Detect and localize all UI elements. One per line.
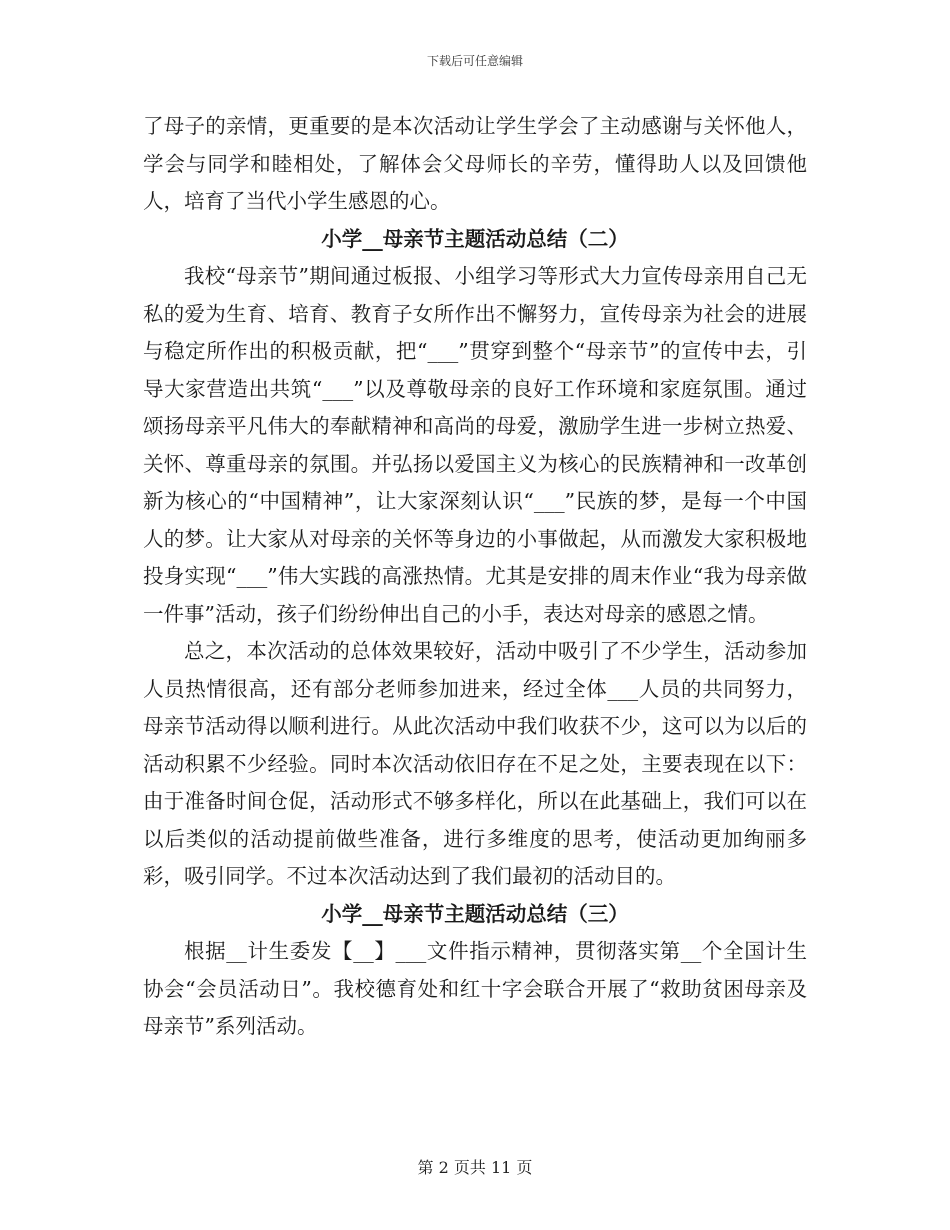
page-number: 第 2 页共 11 页 (417, 1158, 533, 1177)
section-heading: 小学__母亲节主题活动总结（二） (321, 226, 629, 251)
header-note: 下载后可任意编辑 (426, 54, 523, 68)
paragraph: 我校“母亲节”期间通过板报、小组学习等形式大力宣传母亲用自己无私的爱为生育、培育、教育子女所作出不懈努力，宣传母亲为社会的进展与稳定所作出的积极贡献，把“___”贯穿到整个“母亲节”的宣传中去，引导大家营造出共筑“___”以及尊敬母亲的良好工作环境和家庭氛围。通过颂扬母亲平凡伟大的奉献精神和高尚的母爱，激励学生进一步树立热爱、关怀、尊重母亲的氛围。并弘扬以爱国主义为核心的民族精神和一改革创新为核心的“中国精神”，让大家深刻认识“___”民族的梦，是每一个中国人的梦。让大家从对母亲的关怀等身边的小事做起，从而激发大家积极地投身实现“___”伟大实践的高涨热情。尤其是安排的周末作业“我为母亲做一件事”活动，孩子们纷纷伸出自己的小手，表达对母亲的感恩之情。 (143, 264, 807, 626)
section-heading: 小学__母亲节主题活动总结（三） (321, 901, 629, 926)
paragraph: 根据__计生委发【__】___文件指示精神，贯彻落实第__个全国计生协会“会员活动日”。我校德育处和红十字会联合开展了“救助贫困母亲及母亲节”系列活动。 (143, 939, 807, 1038)
document-body (143, 108, 807, 1046)
paragraph: 了母子的亲情，更重要的是本次活动让学生学会了主动感谢与关怀他人，学会与同学和睦相处，了解体会父母师长的辛劳，懂得助人以及回馈他人，培育了当代小学生感恩的心。 (143, 114, 807, 213)
paragraph: 总之，本次活动的总体效果较好，活动中吸引了不少学生，活动参加人员热情很高，还有部分老师参加进来，经过全体___人员的共同努力，母亲节活动得以顺利进行。从此次活动中我们收获不少，这可以为以后的活动积累不少经验。同时本次活动依旧存在不足之处，主要表现在以下：由于准备时间仓促，活动形式不够多样化，所以在此基础上，我们可以在以后类似的活动提前做些准备，进行多维度的思考，使活动更加绚丽多彩，吸引同学。不过本次活动达到了我们最初的活动目的。 (143, 639, 807, 888)
